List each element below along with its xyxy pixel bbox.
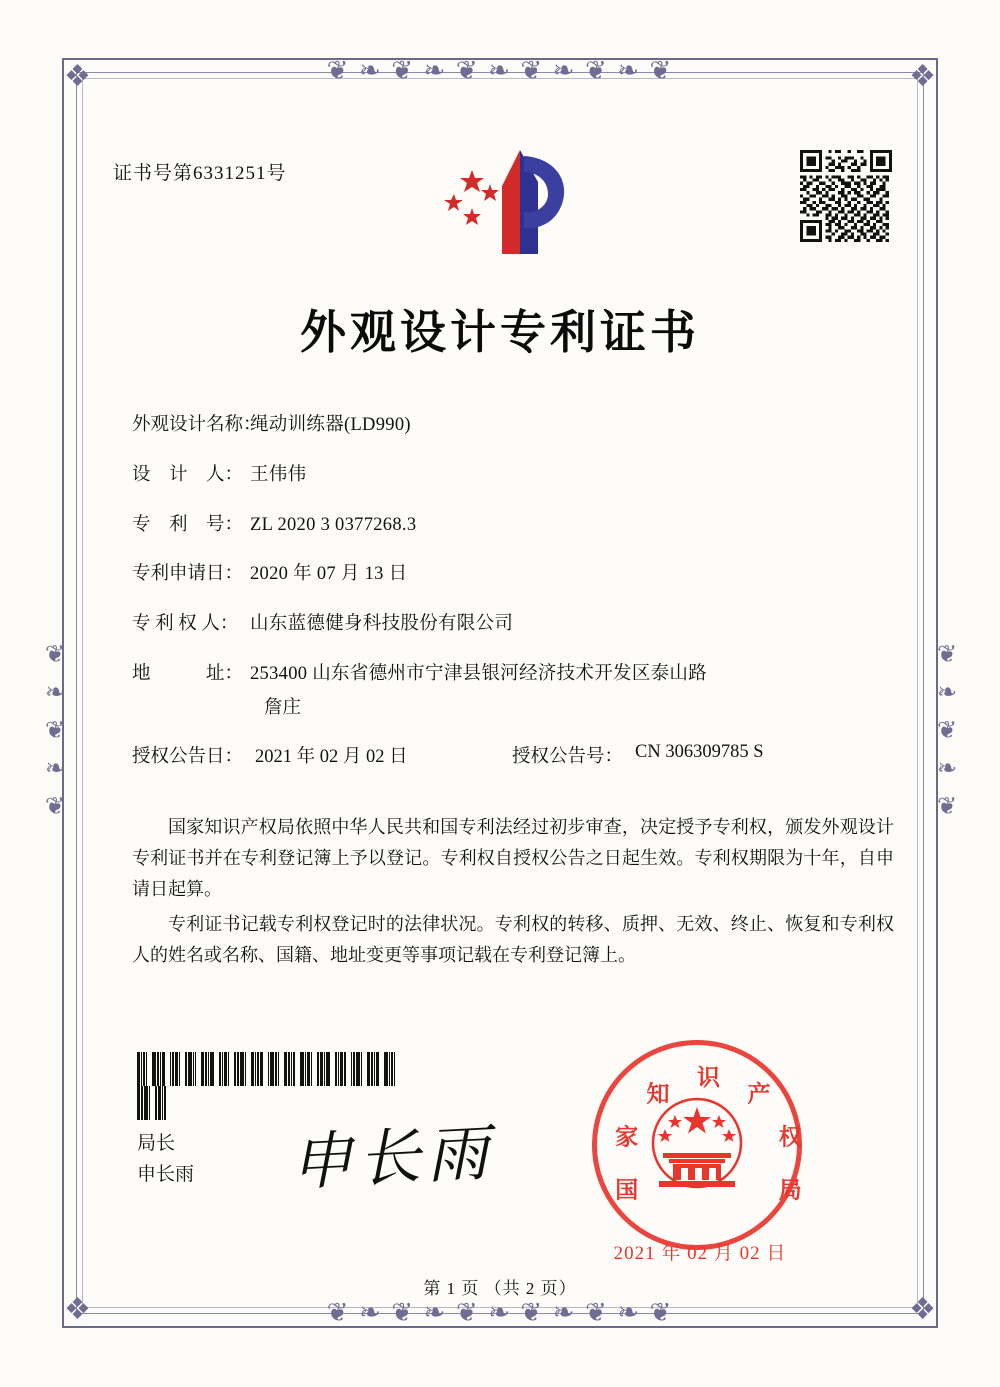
seal-char: 局 [778, 1177, 802, 1203]
field-address-line2: 詹庄 [264, 697, 302, 718]
field-label: 设 计 人： [132, 464, 244, 485]
corner-ornament-bottom-right-icon: ❖ [909, 1293, 936, 1326]
field-label: 专利申请日： [132, 564, 244, 585]
field-designer [132, 462, 892, 489]
seal-char: 识 [697, 1065, 720, 1090]
national-emblem-icon [641, 1093, 753, 1197]
flourish-left-icon: ❦ ❧ ❦ ❧ ❦ [41, 640, 67, 822]
grant-number-value: CN 306309785 S [635, 741, 764, 762]
paragraph-2: 专利证书记载专利权登记时的法律状况。专利权的转移、质押、无效、终止、恢复和专利权人的姓名或名称、国籍、地址变更等事项记载在专利登记簿上。 [132, 914, 894, 965]
official-seal [592, 1040, 802, 1250]
field-value: ZL 2020 3 0377268.3 [250, 514, 417, 535]
page-title: 外观设计专利证书 [300, 307, 700, 358]
seal-date: 2021 年 02 月 02 日 [613, 1243, 787, 1264]
page-footer: 第 1 页 （共 2 页） [423, 1279, 577, 1298]
field-value: 王伟伟 [250, 464, 307, 485]
grant-date-value: 2021 年 02 月 02 日 [255, 746, 408, 767]
field-patent-number [132, 512, 892, 539]
paragraph-1: 国家知识产权局依照中华人民共和国专利法经过初步审查，决定授予专利权，颁发外观设计专利证书并在专利登记簿上予以登记。专利权自授权公告之日起生效。专利权期限为十年，自申请日起算。 [132, 817, 894, 899]
seal-char: 家 [615, 1124, 639, 1150]
corner-ornament-top-left-icon: ❖ [64, 60, 91, 93]
flourish-bottom-icon: ❦ ❧ ❦ ❧ ❦ ❧ ❦ ❧ ❦ ❧ ❦ [326, 1298, 674, 1327]
corner-ornament-top-right-icon: ❖ [909, 60, 936, 93]
field-patentee [132, 611, 892, 638]
flourish-top-icon: ❦ ❧ ❦ ❧ ❦ ❧ ❦ ❧ ❦ ❧ ❦ [326, 56, 674, 85]
cnipa-logo-icon [428, 142, 578, 262]
grant-date-label: 授权公告日： [132, 746, 244, 767]
field-value: 2020 年 07 月 13 日 [250, 564, 408, 585]
qr-code-icon [800, 150, 892, 242]
signature-block [137, 1128, 194, 1190]
barcode-icon [137, 1052, 402, 1086]
seal-char: 产 [747, 1081, 771, 1107]
flourish-right-icon: ❦ ❧ ❦ ❧ ❦ [933, 640, 959, 822]
grant-announcement-row [132, 742, 892, 768]
field-application-date [132, 561, 892, 588]
corner-ornament-bottom-left-icon: ❖ [64, 1293, 91, 1326]
field-value: 253400 山东省德州市宁津县银河经济技术开发区泰山路 [250, 664, 708, 685]
signature-name: 申长雨 [137, 1164, 195, 1185]
field-label: 外观设计名称： [132, 415, 262, 435]
field-label: 专 利 号： [132, 514, 244, 535]
field-address [132, 661, 892, 688]
seal-char: 国 [615, 1177, 639, 1203]
field-label: 地 址： [132, 664, 244, 685]
seal-char: 知 [646, 1081, 670, 1107]
field-design-name [132, 412, 892, 439]
field-label: 专 利 权 人： [132, 614, 239, 635]
grant-number-label: 授权公告号： [512, 746, 624, 767]
certificate-number: 证书号第6331251号 [113, 163, 287, 184]
field-list [132, 412, 892, 788]
legal-text [132, 812, 894, 975]
handwritten-signature: 申长雨 [288, 1115, 497, 1200]
seal-char: 权 [778, 1124, 802, 1150]
signature-role: 局长 [137, 1133, 176, 1154]
field-value: 山东蓝德健身科技股份有限公司 [250, 614, 514, 635]
field-value: 绳动训练器(LD990) [250, 415, 411, 435]
